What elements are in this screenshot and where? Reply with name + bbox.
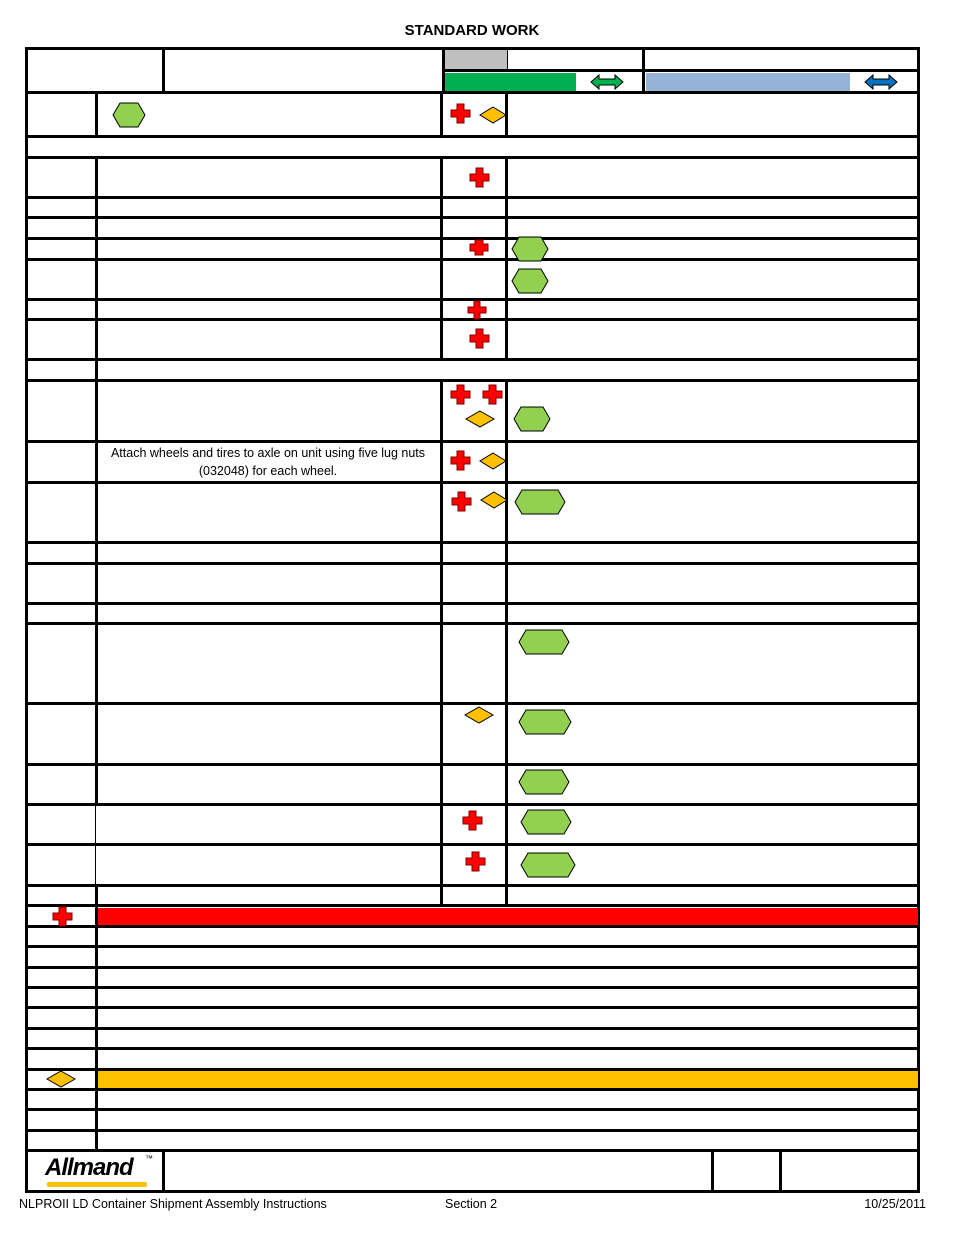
col-divider [95,884,98,1152]
row-divider [25,135,920,138]
tool-hexagon-icon [511,236,549,262]
tool-hexagon-icon [520,852,576,878]
safety-cross-icon [450,103,471,124]
row-divider [25,843,920,846]
quality-diamond-icon [465,410,495,428]
logo-wordmark: Allmand [45,1154,133,1181]
logo-swoosh [47,1182,147,1187]
row-divider [25,258,920,261]
row-divider [25,1149,920,1152]
quality-diamond-icon [479,106,507,124]
blue-double-arrow-icon [864,74,898,90]
document-title: NLPROII LD Container Shipment Assembly Instructions [19,1197,327,1211]
wheels-step-description: Attach wheels and tires to axle on unit using five lug nuts (032048) for each wheel. [110,446,426,478]
row-divider [25,1068,920,1071]
col-divider [507,47,508,71]
row-divider [25,358,920,361]
col-divider [95,803,96,887]
tool-hexagon-icon [514,489,566,515]
row-divider [25,945,920,948]
safety-cross-icon [469,328,490,349]
row-divider [25,481,920,484]
col-divider [162,47,165,93]
tool-hexagon-icon [513,406,551,432]
row-divider [25,216,920,219]
safety-cross-icon [451,491,472,512]
green-double-arrow-icon [590,74,624,90]
row-divider [25,196,920,199]
row-divider [25,91,920,94]
col-divider [95,91,98,137]
row-divider [25,925,920,928]
section-label: Section 2 [445,1197,498,1211]
row-divider [25,803,920,806]
tool-hexagon-icon [518,709,572,735]
row-divider [25,541,920,544]
safety-cross-icon [465,851,486,872]
col-divider [442,47,445,93]
quality-legend-bar [98,1071,918,1088]
col-divider [779,1149,782,1193]
safety-cross-icon [462,810,483,831]
quality-diamond-icon [479,452,507,470]
header-divider-right [442,69,920,72]
logo-trademark: ™ [145,1154,153,1163]
tool-hexagon-icon [520,809,572,835]
col-divider [711,1149,714,1193]
col-divider [162,1149,165,1193]
row-divider [25,156,920,159]
col-divider [505,156,508,361]
safety-cross-icon [450,450,471,471]
row-divider [25,986,920,989]
safety-cross-icon [467,300,487,320]
safety-legend-icon [52,906,73,927]
col-divider [95,379,98,805]
row-divider [25,602,920,605]
quality-legend-icon [46,1070,76,1088]
row-divider [25,966,920,969]
safety-cross-icon [482,384,503,405]
row-divider [25,1047,920,1050]
quality-diamond-icon [480,491,508,509]
row-divider [25,763,920,766]
safety-cross-icon [450,384,471,405]
quality-diamond-icon [464,706,494,724]
tool-hexagon-icon [518,629,570,655]
row-divider [25,884,920,887]
row-divider [25,562,920,565]
page-title: STANDARD WORK [404,22,540,39]
safety-cross-icon [469,167,490,188]
tool-hexagon-icon [112,102,146,128]
row-divider [25,702,920,705]
row-divider [25,379,920,382]
safety-cross-icon [469,239,489,256]
row-divider [25,1006,920,1009]
row-divider [25,1027,920,1030]
row-divider [25,1129,920,1132]
row-divider [25,622,920,625]
tool-hexagon-icon [511,268,549,294]
row-divider [25,440,920,443]
header-gray-cell [444,50,507,70]
col-divider [440,379,443,907]
allmand-logo [45,1154,155,1188]
row-divider [25,1108,920,1111]
col-divider [440,91,443,137]
col-divider [440,156,443,361]
tool-hexagon-icon [518,769,570,795]
safety-legend-bar [98,908,918,925]
row-divider [25,1088,920,1091]
document-date: 10/25/2011 [864,1197,926,1211]
header-blue-bar [646,73,850,91]
header-green-bar [444,73,576,91]
col-divider [642,47,645,93]
col-divider [95,156,98,381]
row-divider [25,904,920,907]
